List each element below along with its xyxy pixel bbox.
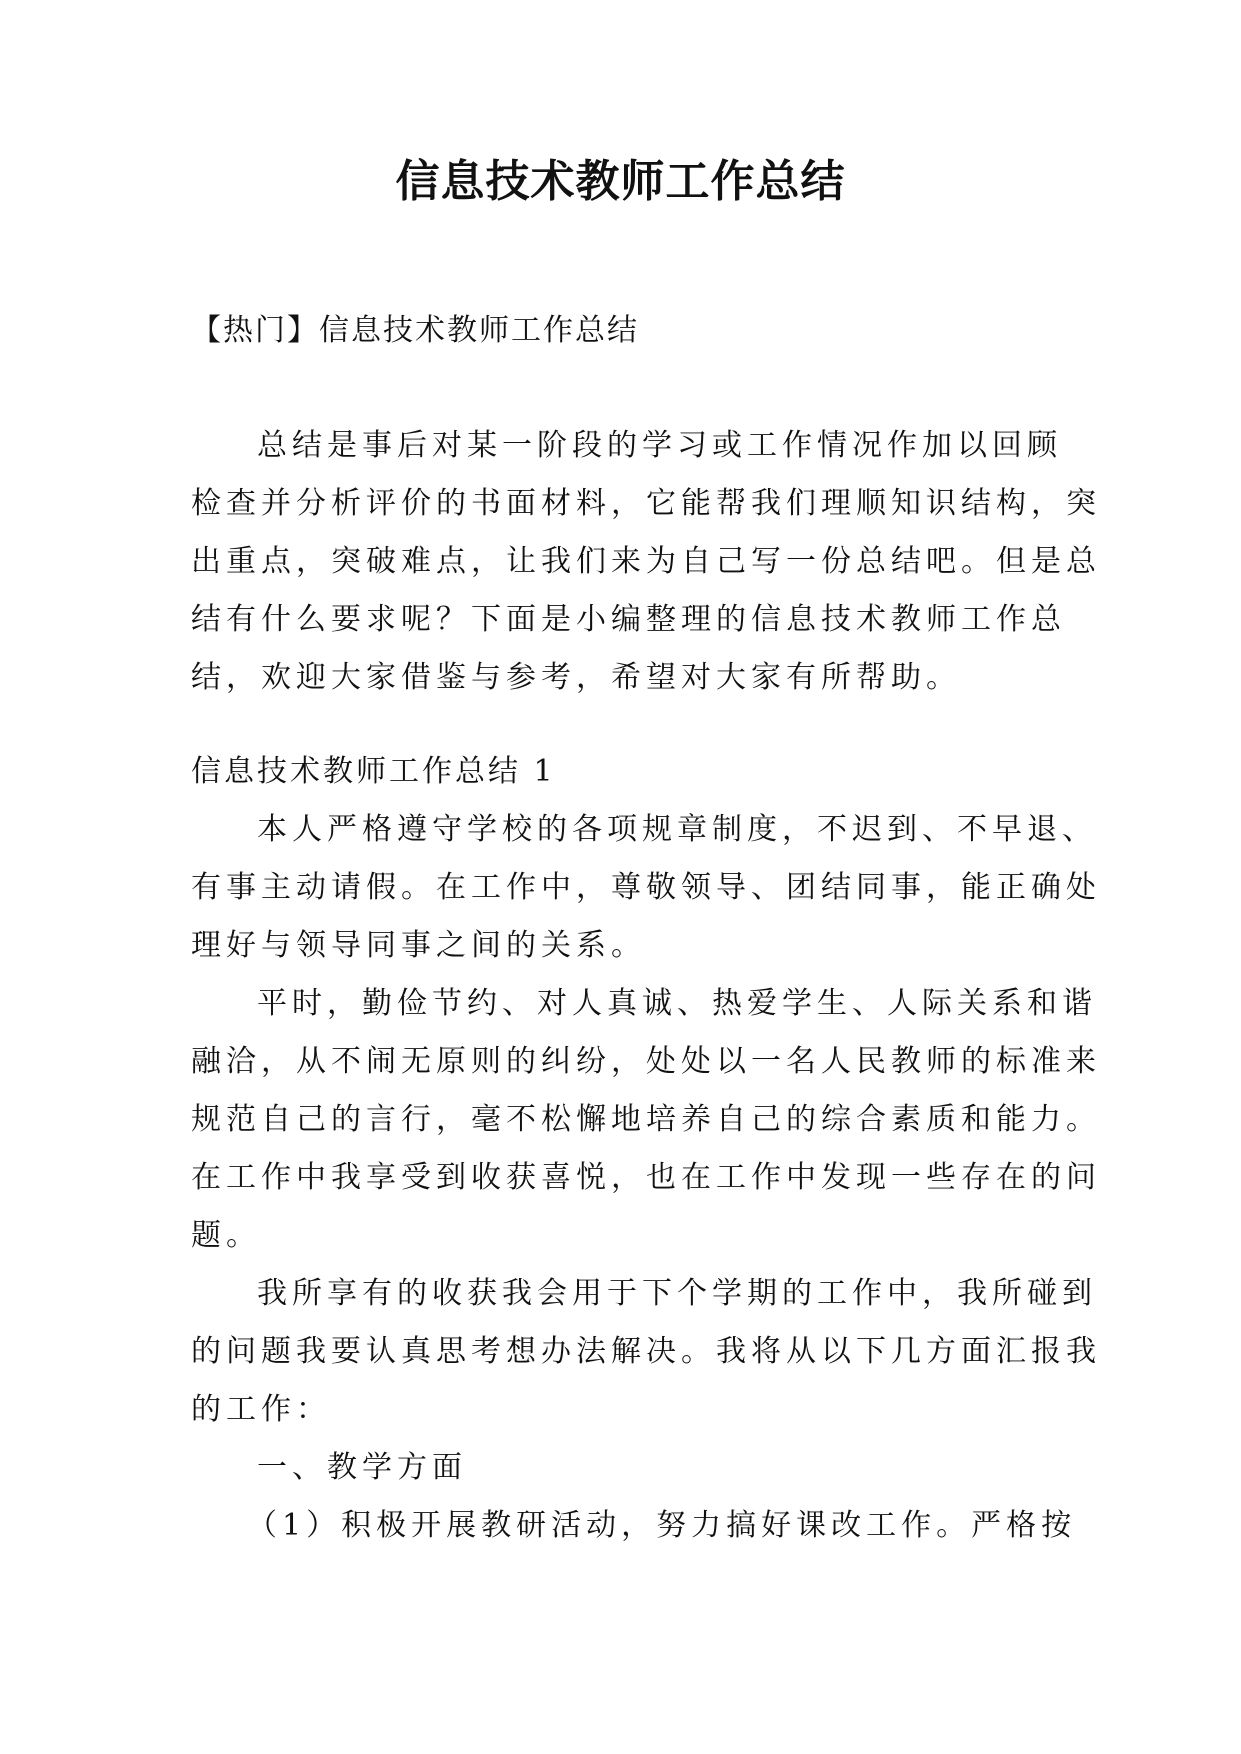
paragraph-line: 题。 bbox=[191, 1218, 261, 1253]
list-item: （1）积极开展教研活动，努力搞好课改工作。严格按 bbox=[247, 1508, 1077, 1543]
paragraph-line: 我所享有的收获我会用于下个学期的工作中，我所碰到 bbox=[257, 1276, 1097, 1311]
intro-line: 检查并分析评价的书面材料，它能帮我们理顺知识结构，突 bbox=[191, 486, 1101, 521]
paragraph-line: 理好与领导同事之间的关系。 bbox=[191, 928, 646, 963]
paragraph-line: 的问题我要认真思考想办法解决。我将从以下几方面汇报我 bbox=[191, 1334, 1101, 1369]
intro-line: 结有什么要求呢？下面是小编整理的信息技术教师工作总 bbox=[191, 602, 1066, 637]
section-1 bbox=[191, 743, 1101, 1555]
paragraph-line: 的工作： bbox=[191, 1392, 331, 1427]
paragraph-line: 本人严格遵守学校的各项规章制度，不迟到、不早退、 bbox=[257, 812, 1097, 847]
paragraph-line: 在工作中我享受到收获喜悦，也在工作中发现一些存在的问 bbox=[191, 1160, 1101, 1195]
document-title: 信息技术教师工作总结 bbox=[395, 156, 846, 207]
paragraph-line: 有事主动请假。在工作中，尊敬领导、团结同事，能正确处 bbox=[191, 870, 1101, 905]
paragraph-line: 规范自己的言行，毫不松懈地培养自己的综合素质和能力。 bbox=[191, 1102, 1101, 1137]
paragraph-line: 平时，勤俭节约、对人真诚、热爱学生、人际关系和谐 bbox=[257, 986, 1097, 1021]
section-heading: 一、教学方面 bbox=[257, 1450, 467, 1485]
intro-line: 结，欢迎大家借鉴与参考，希望对大家有所帮助。 bbox=[191, 660, 961, 695]
document-subtitle-block bbox=[191, 302, 1071, 360]
intro-line: 总结是事后对某一阶段的学习或工作情况作加以回顾 bbox=[257, 428, 1062, 463]
paragraph-line: 融洽，从不闹无原则的纠纷，处处以一名人民教师的标准来 bbox=[191, 1044, 1101, 1079]
intro-line: 出重点，突破难点，让我们来为自己写一份总结吧。但是总 bbox=[191, 544, 1101, 579]
intro-paragraph bbox=[191, 417, 1101, 707]
document-subtitle: 【热门】信息技术教师工作总结 bbox=[191, 313, 639, 348]
section-title: 信息技术教师工作总结 1 bbox=[191, 754, 556, 789]
